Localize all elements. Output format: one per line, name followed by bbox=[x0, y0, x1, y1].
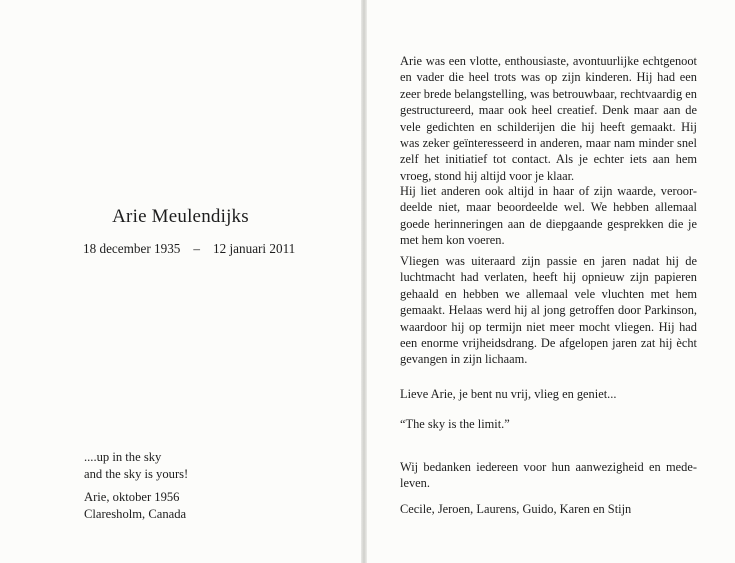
thanks-paragraph: Wij bedanken iedereen voor hun aanwezigheid en mede-leven. bbox=[400, 460, 697, 491]
signatories: Cecile, Jeroen, Laurens, Guido, Karen en Stijn bbox=[400, 502, 632, 516]
photo-caption bbox=[84, 489, 186, 522]
date-separator: – bbox=[193, 241, 200, 256]
caption-line: Arie, oktober 1956 bbox=[84, 490, 180, 504]
farewell-line: Lieve Arie, je bent nu vrij, vlieg en geniet... bbox=[400, 387, 617, 401]
poem-line: and the sky is yours! bbox=[84, 466, 189, 481]
life-dates bbox=[83, 241, 295, 257]
tribute-paragraph: Hij liet anderen ook altijd in haar of zijn waarde, veroor-deelde niet, maar beoordeelde wel. We hebben allemaal goede herinneringen aan de diepgaande gesprekken die je met hem kon voeren. bbox=[400, 184, 697, 248]
poem bbox=[84, 449, 188, 482]
caption-line: Claresholm, Canada bbox=[84, 506, 187, 521]
death-date: 12 januari 2011 bbox=[213, 241, 296, 256]
quote-line: “The sky is the limit.” bbox=[400, 417, 510, 431]
tribute-paragraph: Arie was een vlotte, enthousiaste, avontuurlijke echtgenoot en vader die heel trots was op zijn kinderen. Hij had een zeer brede belangstelling, was betrouwbaar, rechtvaardig en gestructureerd, maar ook heel creatief. Denk maar aan de vele gedichten en schilderijen die hij heeft gemaakt. Hij was zeker geïnteresseerd in anderen, maar nam minder snel zelf het initiatief tot contact. Als je echter iets aan hem vroeg, stond hij altijd voor je klaar. bbox=[400, 54, 697, 183]
poem-line: ....up in the sky bbox=[84, 450, 162, 464]
deceased-name: Arie Meulendijks bbox=[112, 206, 249, 227]
birth-date: 18 december 1935 bbox=[83, 241, 181, 256]
tribute-paragraph: Vliegen was uiteraard zijn passie en jaren nadat hij de luchtmacht had verlaten, heeft hij opnieuw zijn papieren gehaald en hebben we allemaal vele vluchten met hem gemaakt. Helaas werd hij al jong getroffen door Parkinson, waardoor hij op termijn niet meer mocht vliegen. Hij had een enorme vrijheidsdrang. De afgelopen jaren zat hij ècht gevangen in zijn lichaam. bbox=[400, 254, 697, 367]
